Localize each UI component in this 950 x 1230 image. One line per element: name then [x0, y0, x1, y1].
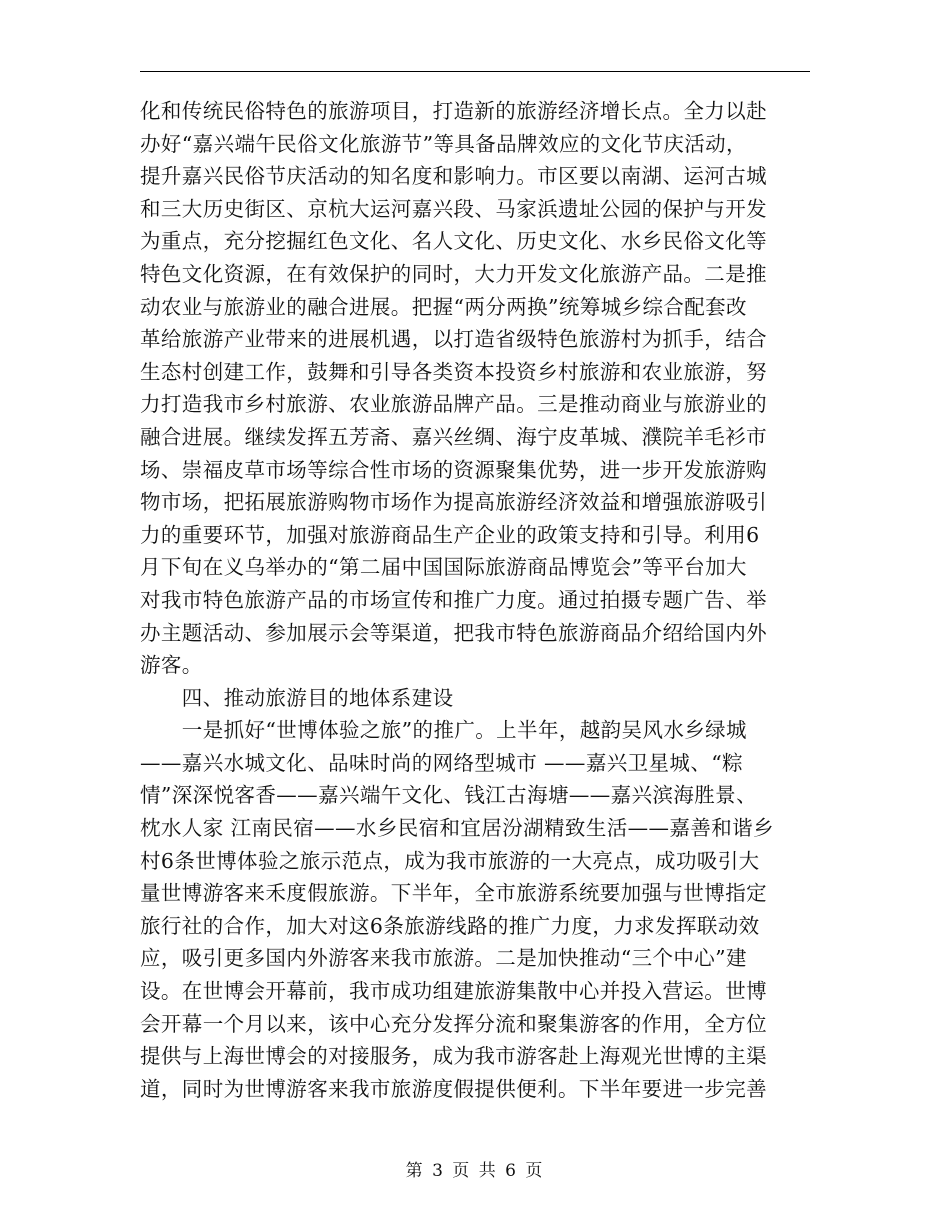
text-line: 力的重要环节，加强对旅游商品生产企业的政策支持和引导。利用6 [140, 522, 760, 547]
text-line: 枕水人家 江南民宿——水乡民宿和宜居汾湖精致生活——嘉善和谐乡 [140, 816, 774, 841]
text-line: 和三大历史街区、京杭大运河嘉兴段、马家浜遗址公园的保护与开发 [140, 196, 767, 221]
text-line: 情”深深悦客香——嘉兴端午文化、钱江古海塘——嘉兴滨海胜景、 [140, 783, 757, 808]
text-line: 四、推动旅游目的地体系建设 [140, 685, 454, 710]
text-line: 场、崇福皮草市场等综合性市场的资源聚集优势，进一步开发旅游购 [140, 457, 767, 482]
text-line: 设。在世博会开幕前，我市成功组建旅游集散中心并投入营运。世博 [140, 979, 767, 1004]
text-line: ——嘉兴水城文化、品味时尚的网络型城市 ——嘉兴卫星城、“粽 [140, 750, 743, 775]
text-line: 会开幕一个月以来，该中心充分发挥分流和聚集游客的作用，全方位 [140, 1011, 767, 1036]
text-line: 旅行社的合作，加大对这6条旅游线路的推广力度，力求发挥联动效 [140, 913, 760, 938]
text-line: 办好“嘉兴端午民俗文化旅游节”等具备品牌效应的文化节庆活动， [140, 131, 747, 156]
text-line: 道，同时为世博游客来我市旅游度假提供便利。下半年要进一步完善 [140, 1076, 767, 1101]
text-line: 量世博游客来禾度假旅游。下半年，全市旅游系统要加强与世博指定 [140, 881, 767, 906]
text-line: 对我市特色旅游产品的市场宣传和推广力度。通过拍摄专题广告、举 [140, 587, 767, 612]
text-line: 力打造我市乡村旅游、农业旅游品牌产品。三是推动商业与旅游业的 [140, 392, 767, 417]
text-line: 游客。 [140, 653, 203, 678]
text-line: 月下旬在义乌举办的“第二届中国国际旅游商品博览会”等平台加大 [140, 555, 747, 580]
text-line: 提升嘉兴民俗节庆活动的知名度和影响力。市区要以南湖、运河古城 [140, 164, 767, 189]
text-line: 一是抓好“世博体验之旅”的推广。上半年，越韵吴风水乡绿城 [140, 718, 747, 743]
text-line: 应，吸引更多国内外游客来我市旅游。二是加快推动“三个中心”建 [140, 946, 747, 971]
text-line: 提供与上海世博会的对接服务，成为我市游客赴上海观光世博的主渠 [140, 1044, 767, 1069]
text-line: 特色文化资源，在有效保护的同时，大力开发文化旅游产品。二是推 [140, 261, 767, 286]
header-rule [140, 71, 810, 72]
text-line: 生态村创建工作，鼓舞和引导各类资本投资乡村旅游和农业旅游，努 [140, 359, 767, 384]
text-line: 化和传统民俗特色的旅游项目，打造新的旅游经济增长点。全力以赴 [140, 99, 767, 123]
page-footer: 第 3 页 共 6 页 [405, 1161, 545, 1181]
text-line: 物市场，把拓展旅游购物市场作为提高旅游经济效益和增强旅游吸引 [140, 490, 767, 515]
text-line: 革给旅游产业带来的进展机遇，以打造省级特色旅游村为抓手，结合 [140, 327, 767, 352]
text-line: 为重点，充分挖掘红色文化、名人文化、历史文化、水乡民俗文化等 [140, 229, 767, 254]
text-line: 动农业与旅游业的融合进展。把握“两分两换”统筹城乡综合配套改 [140, 294, 747, 319]
text-line: 办主题活动、参加展示会等渠道，把我市特色旅游商品介绍给国内外 [140, 620, 767, 645]
document-body [140, 95, 810, 1105]
text-line: 村6条世博体验之旅示范点，成为我市旅游的一大亮点，成功吸引大 [140, 848, 760, 873]
text-line: 融合进展。继续发挥五芳斋、嘉兴丝绸、海宁皮革城、濮院羊毛衫市 [140, 424, 767, 449]
